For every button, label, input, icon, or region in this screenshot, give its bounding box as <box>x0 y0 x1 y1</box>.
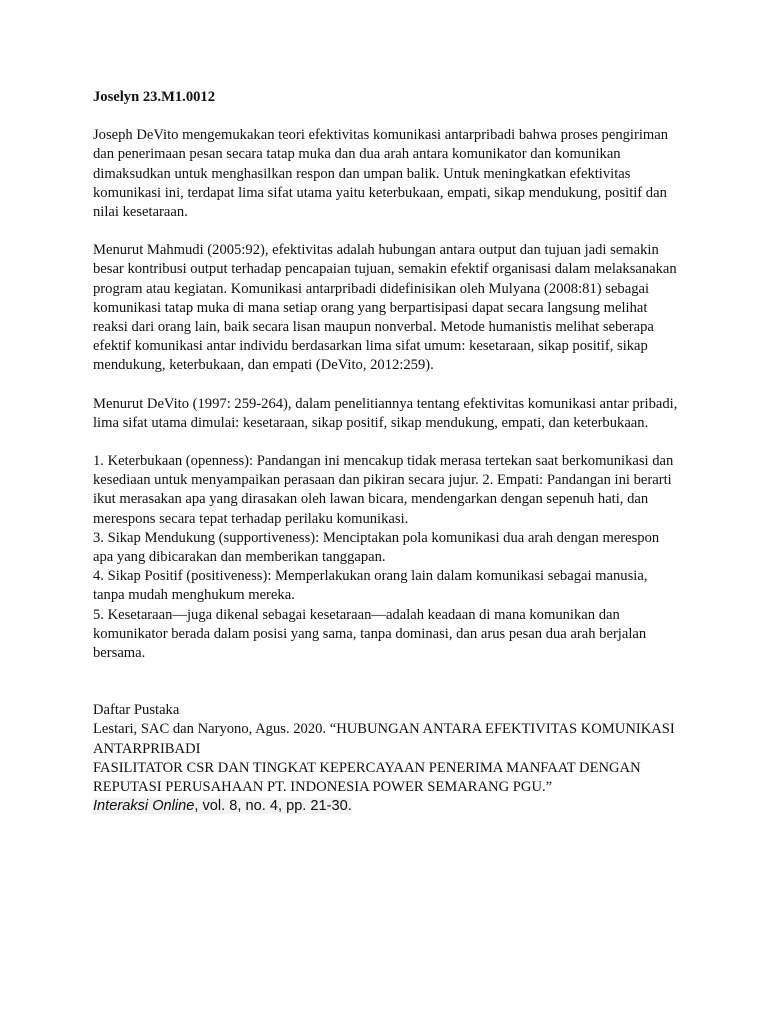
paragraph-mahmudi: Menurut Mahmudi (2005:92), efektivitas adalah hubungan antara output dan tujuan jadi semakin besar kontribusi output terhadap pencapaian tujuan, semakin efektif organisasi dalam melaksanakan program atau kegiatan. Komunikasi antarpribadi didefinisikan oleh Mulyana (2008:81) sebagai komunikasi tatap muka di mana setiap orang yang berpartisipasi dapat secara langsung melihat reaksi dari orang lain, baik secara lisan maupun nonverbal. Metode humanistis melihat seberapa efektif komunikasi antar individu berdasarkan lima sifat umum: kesetaraan, sikap positif, sikap mendukung, keterbukaan, dan empati (DeVito, 2012:259). <box>93 242 677 374</box>
journal-details: , vol. 8, no. 4, pp. 21-30. <box>194 798 352 815</box>
document-title: Joselyn 23.M1.0012 <box>93 89 216 105</box>
document-page <box>93 88 678 817</box>
traits-list <box>93 452 678 663</box>
list-item: 3. Sikap Mendukung (supportiveness): Menciptakan pola komunikasi dua arah dengan merespon apa yang dibicarakan dan memberikan tanggapan. <box>93 529 660 566</box>
references-heading: Daftar Pustaka <box>93 702 180 719</box>
reference-journal <box>93 797 678 816</box>
list-item: 4. Sikap Positif (positiveness): Memperlakukan orang lain dalam komunikasi sebagai manusia, tanpa mudah menghukum mereka. <box>93 568 648 604</box>
paragraph-intro: Joseph DeVito mengemukakan teori efektivitas komunikasi antarpribadi bahwa proses pengiriman dan penerimaan pesan secara tatap muka dan dua arah antara komunikator dan komunikan dimaksudkan untuk menghasilkan respon dan umpan balik. Untuk meningkatkan efektivitas komunikasi ini, terdapat lima sifat utama yaitu keterbukaan, empati, sikap mendukung, positif dan nilai kesetaraan. <box>93 127 669 221</box>
journal-name: Interaksi Online <box>93 798 195 815</box>
reference-title-continued: FASILITATOR CSR DAN TINGKAT KEPERCAYAAN PENERIMA MANFAAT DENGAN REPUTASI PERUSAHAAN PT. INDONESIA POWER SEMARANG PGU.” <box>93 759 641 796</box>
list-item: 1. Keterbukaan (openness): Pandangan ini mencakup tidak merasa tertekan saat berkomunikasi dan kesediaan untuk menyampaikan perasaan dan pikiran secara jujur. 2. Empati: Pandangan ini berarti ikut merasakan apa yang dirasakan oleh lawan bicara, mendengarkan dengan sepenuh hati, dan merespons secara tepat terhadap perilaku komunikasi. <box>93 453 674 527</box>
reference-authors-title: Lestari, SAC dan Naryono, Agus. 2020. “HUBUNGAN ANTARA EFEKTIVITAS KOMUNIKASI ANTARPRIBADI <box>93 721 675 757</box>
references-section <box>93 701 678 816</box>
paragraph-devito: Menurut DeVito (1997: 259-264), dalam penelitiannya tentang efektivitas komunikasi antar pribadi, lima sifat utama dimulai: kesetaraan, sikap positif, sikap mendukung, empati, dan keterbukaan. <box>93 395 678 431</box>
list-item: 5. Kesetaraan—juga dikenal sebagai kesetaraan—adalah keadaan di mana komunikan dan komunikator berada dalam posisi yang sama, tanpa dominasi, dan arus pesan dua arah berjalan bersama. <box>93 606 647 662</box>
